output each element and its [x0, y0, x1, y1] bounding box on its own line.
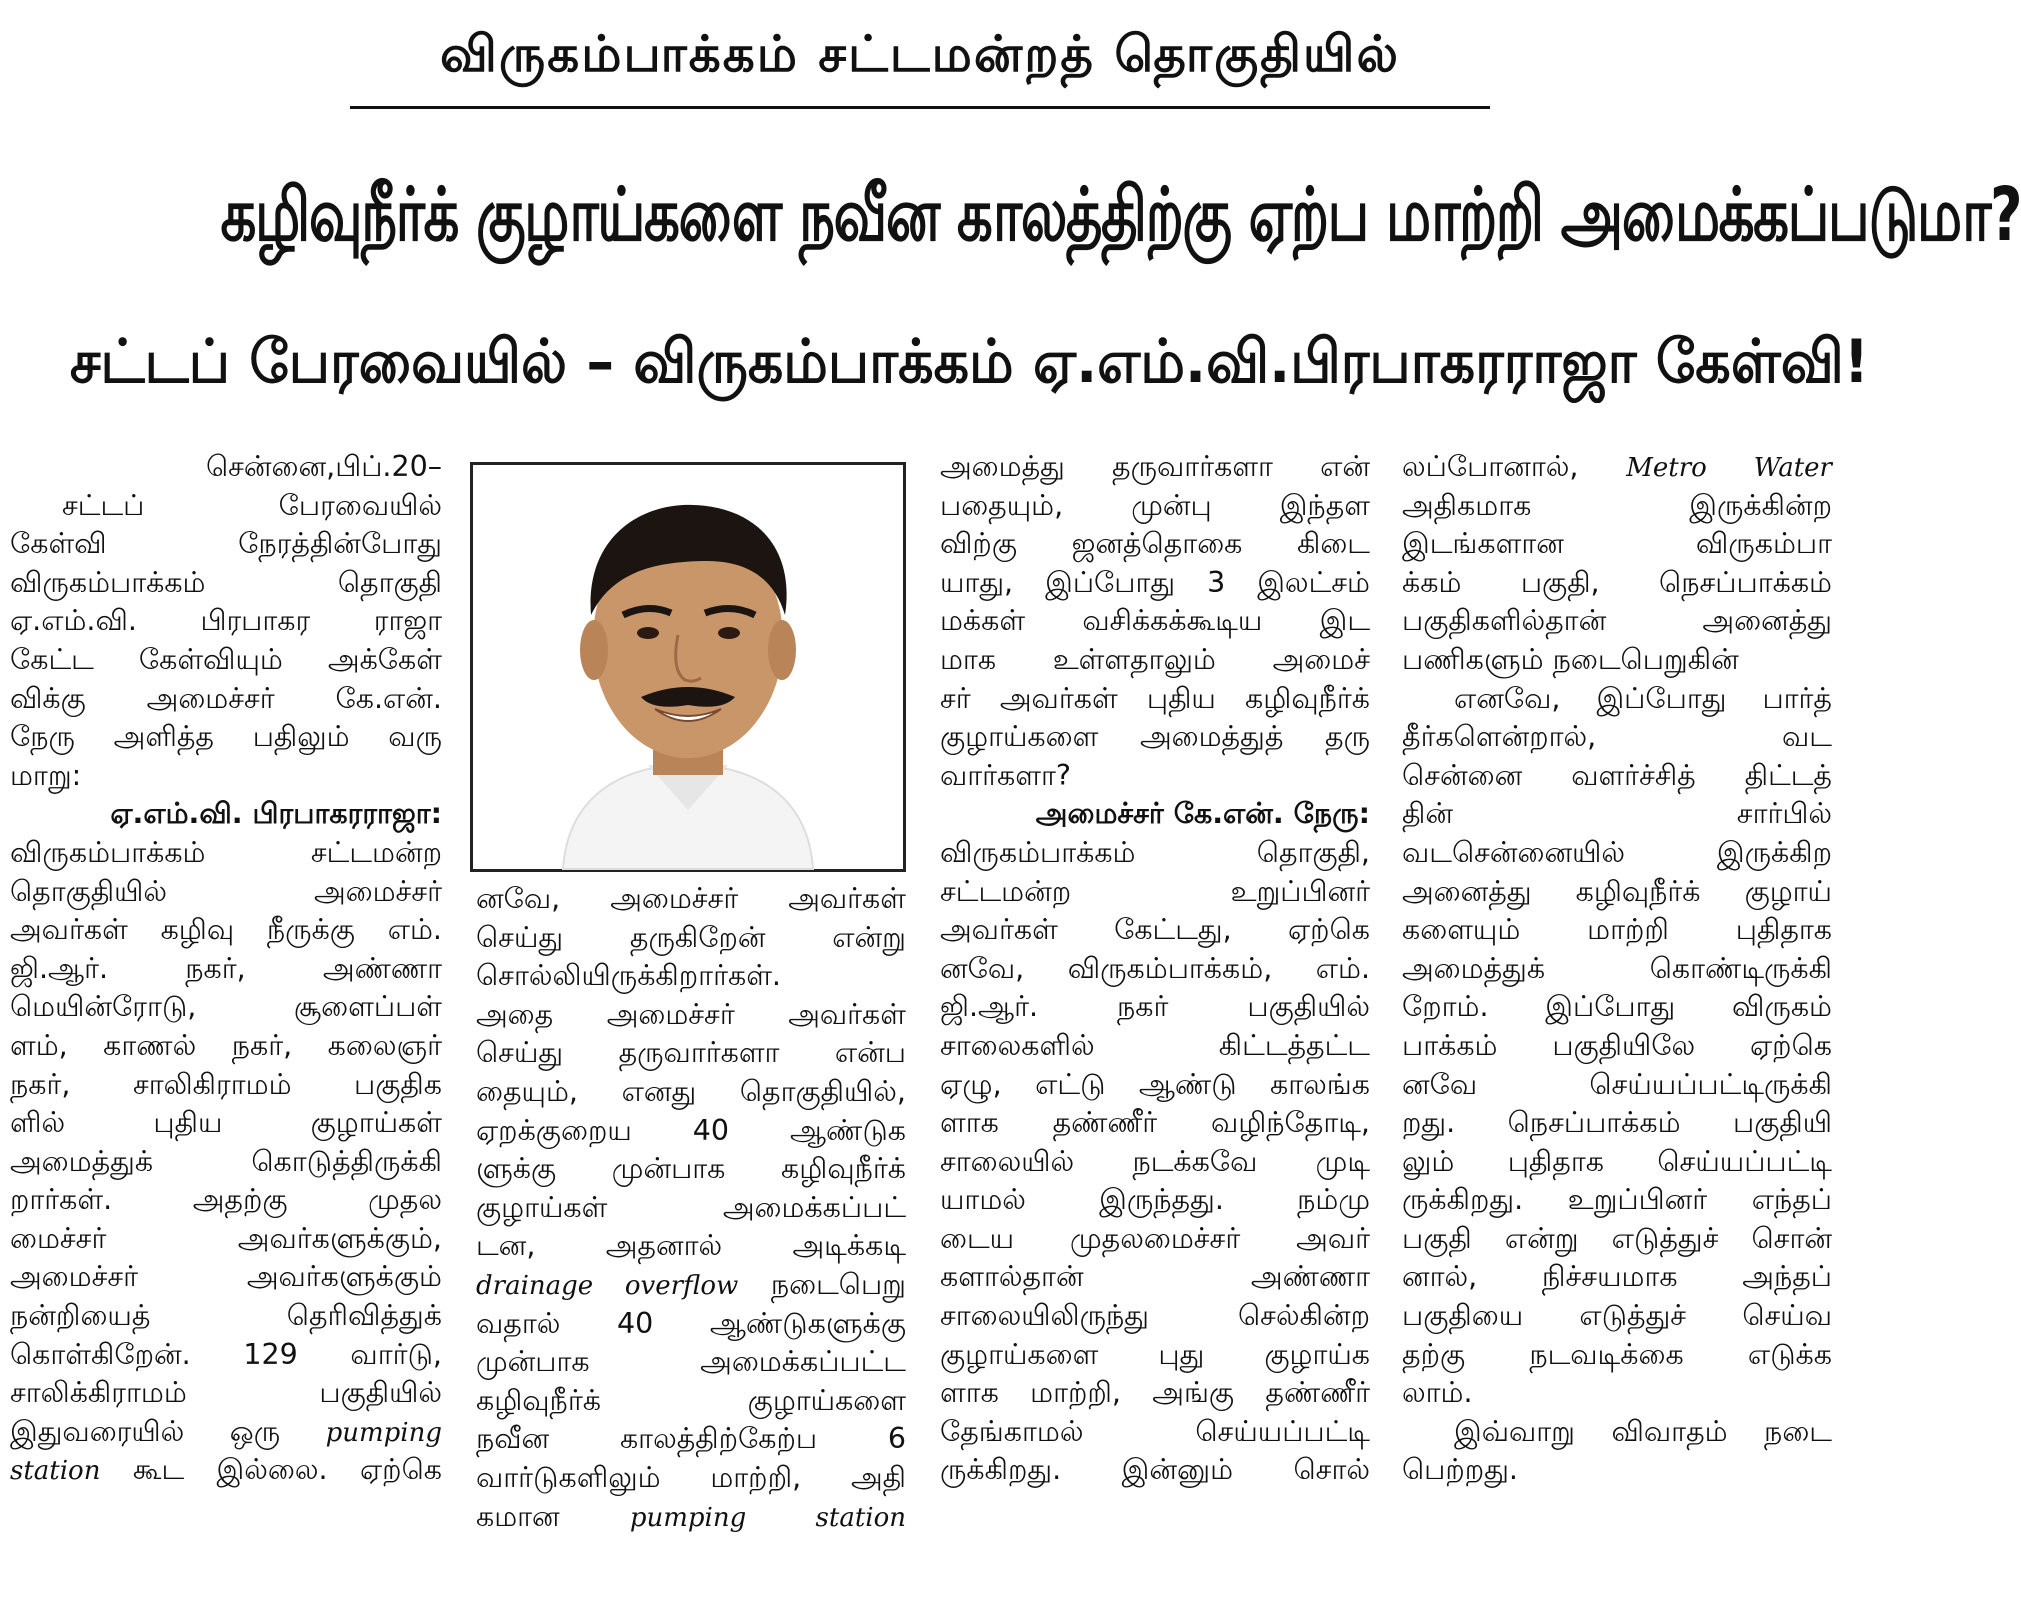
- text-line: drainage overflow நடைபெறு: [476, 1267, 906, 1301]
- text-line: றார்கள். அதற்கு முதல: [10, 1183, 442, 1217]
- text-line: செய்து தருகிறேன் என்று: [476, 920, 906, 954]
- text-line: னால், நிச்சயமாக அந்தப்: [1402, 1260, 1832, 1294]
- text-line: வடசென்னையில் இருக்கிற: [1402, 835, 1832, 869]
- text-line: பகுதி என்று எடுத்துச் சொன்: [1402, 1221, 1832, 1255]
- subheadline: சட்டப் பேரவையில் – விருகம்பாக்கம் ஏ.எம்.வி.பிரபாகரராஜா கேள்வி!: [69, 327, 1870, 397]
- text-line: களையும் மாற்றி புதிதாக: [1402, 913, 1832, 947]
- text-line: கழிவுநீர்க் குழாய்களை: [476, 1383, 906, 1417]
- headline: கழிவுநீர்க் குழாய்களை நவீன காலத்திற்கு ஏற்ப மாற்றி அமைக்கப்படுமா?: [220, 172, 2021, 258]
- text-line: அமைத்து தருவார்களா என்: [940, 450, 1370, 483]
- text-line: முன்பாக அமைக்கப்பட்ட: [476, 1345, 906, 1379]
- text-line: லப்போனால், Metro Water: [1402, 450, 1832, 483]
- portrait-photo: [470, 462, 906, 872]
- text-line: அவர்கள் கழிவு நீருக்கு எம்.: [10, 913, 442, 947]
- text-line: சர் அவர்கள் புதிய கழிவுநீர்க்: [940, 681, 1370, 715]
- text-line: விருகம்பாக்கம் தொகுதி,: [940, 835, 1370, 869]
- portrait-photo-icon: [473, 465, 903, 869]
- text-line: அதை அமைச்சர் அவர்கள்: [476, 997, 906, 1031]
- text-line: னவே செய்யப்பட்டிருக்கி: [1402, 1067, 1832, 1101]
- text-line: ஏறக்குறைய 40 ஆண்டுக: [476, 1113, 906, 1147]
- text-line: அதிகமாக இருக்கின்ற: [1402, 488, 1832, 522]
- text-line: மெயின்ரோடு, சூளைப்பள்: [10, 990, 442, 1024]
- text-line: சாலையில் நடக்கவே முடி: [940, 1144, 1370, 1178]
- text-line: தீர்களென்றால், வட: [1402, 720, 1832, 754]
- text-line: தின் சார்பில்: [1402, 797, 1832, 831]
- text-line: தொகுதியில் அமைச்சர்: [10, 874, 442, 908]
- text-line: அவர்கள் கேட்டது, ஏற்கெ: [940, 913, 1370, 947]
- text-line: டைய முதலமைச்சர் அவர்: [940, 1221, 1370, 1255]
- text-line: ளுக்கு முன்பாக கழிவுநீர்க்: [476, 1152, 906, 1186]
- text-line: ருக்கிறது. உறுப்பினர் எந்தப்: [1402, 1183, 1832, 1217]
- text-line: களால்தான் அண்ணா: [940, 1260, 1370, 1294]
- text-line: சாலையிலிருந்து செல்கின்ற: [940, 1299, 1370, 1333]
- text-line: அனைத்து கழிவுநீர்க் குழாய்: [1402, 874, 1832, 908]
- text-line: லாம்.: [1402, 1376, 1473, 1410]
- text-line: கொள்கிறேன். 129 வார்டு,: [10, 1337, 442, 1371]
- article-column-2: [476, 880, 906, 1536]
- text-line: ளில் புதிய குழாய்கள்: [10, 1106, 442, 1140]
- text-line: குழாய்கள் அமைக்கப்பட்: [476, 1190, 906, 1224]
- text-line: இதுவரையில் ஒரு pumping: [10, 1414, 442, 1448]
- text-line: station கூட இல்லை. ஏற்கெ: [10, 1453, 442, 1487]
- article-column-1: [10, 448, 442, 1490]
- text-line: அமைத்துக் கொண்டிருக்கி: [1402, 951, 1832, 985]
- text-line: விக்கு அமைச்சர் கே.என்.: [10, 681, 442, 715]
- text-line: தேங்காமல் செய்யப்பட்டி: [940, 1414, 1370, 1448]
- text-line: ஏ.எம்.வி. பிரபாகர ராஜா: [10, 604, 442, 638]
- text-line: விருகம்பாக்கம் சட்டமன்ற: [10, 835, 442, 869]
- text-line: கேட்ட கேள்வியும் அக்கேள்: [10, 642, 442, 676]
- text-line: க்கம் பகுதி, நெசப்பாக்கம்: [1402, 565, 1832, 599]
- text-line: குழாய்களை அமைத்துத் தரு: [940, 720, 1370, 754]
- text-line: சென்னை வளர்ச்சித் திட்டத்: [1402, 758, 1832, 792]
- text-line: தையும், எனது தொகுதியில்,: [476, 1074, 906, 1108]
- text-line: இடங்களான விருகம்பா: [1402, 527, 1832, 561]
- speaker-label: ஏ.எம்.வி. பிரபாகரராஜா:: [110, 797, 442, 831]
- text-line: சட்டமன்ற உறுப்பினர்: [940, 874, 1370, 908]
- text-line: பாக்கம் பகுதியிலே ஏற்கெ: [1402, 1028, 1832, 1062]
- text-line: ளம், காணல் நகர், கலைஞர்: [10, 1028, 442, 1062]
- text-line: சட்டப் பேரவையில்: [62, 488, 442, 522]
- text-line: யாது, இப்போது 3 இலட்சம்: [940, 565, 1370, 599]
- text-line: நகர், சாலிகிராமம் பகுதிக: [10, 1067, 442, 1101]
- text-line: தற்கு நடவடிக்கை எடுக்க: [1402, 1337, 1832, 1371]
- text-line: செய்து தருவார்களா என்ப: [476, 1036, 906, 1070]
- text-line: நன்றியைத் தெரிவித்துக்: [10, 1299, 442, 1333]
- text-line: ருக்கிறது. இன்னும் சொல்: [940, 1453, 1370, 1487]
- text-line: சொல்லியிருக்கிறார்கள்.: [476, 959, 781, 993]
- article-column-3: [940, 448, 1370, 1490]
- text-line: டன, அதனால் அடிக்கடி: [476, 1229, 906, 1263]
- text-line: ளாக மாற்றி, அங்கு தண்ணீர்: [940, 1376, 1370, 1410]
- text-line: மாக உள்ளதாலும் அமைச்: [940, 642, 1370, 676]
- text-line: நவீன காலத்திற்கேற்ப 6: [476, 1422, 906, 1456]
- text-line: றோம். இப்போது விருகம்: [1402, 990, 1832, 1024]
- text-line: விற்கு ஜனத்தொகை கிடை: [940, 527, 1370, 561]
- text-line: பணிகளும் நடைபெறுகின்: [1402, 642, 1739, 676]
- text-line: கேள்வி நேரத்தின்போது: [10, 527, 442, 561]
- text-line: பகுதியை எடுத்துச் செய்வ: [1402, 1299, 1832, 1333]
- text-line: லும் புதிதாக செய்யப்பட்டி: [1402, 1144, 1832, 1178]
- text-line: னவே, அமைச்சர் அவர்கள்: [476, 882, 906, 915]
- text-line: குழாய்களை புது குழாய்க: [940, 1337, 1370, 1371]
- text-line: னவே, விருகம்பாக்கம், எம்.: [940, 951, 1370, 985]
- text-line: பகுதிகளில்தான் அனைத்து: [1402, 604, 1832, 638]
- text-line: வதால் 40 ஆண்டுகளுக்கு: [476, 1306, 906, 1340]
- text-line: ஏழு, எட்டு ஆண்டு காலங்க: [940, 1067, 1370, 1101]
- text-line: பெற்றது.: [1402, 1453, 1518, 1487]
- text-line: வார்களா?: [940, 758, 1072, 792]
- text-line: நேரு அளித்த பதிலும் வரு: [10, 720, 442, 754]
- text-line: சாலிக்கிராமம் பகுதியில்: [10, 1376, 442, 1410]
- text-line: அமைச்சர் அவர்களுக்கும்: [10, 1260, 442, 1294]
- text-line: மக்கள் வசிக்கக்கூடிய இட: [940, 604, 1370, 638]
- dateline: சென்னை,பிப்.20–: [205, 450, 442, 483]
- text-line: சாலைகளில் கிட்டத்தட்ட: [940, 1028, 1370, 1062]
- text-line: கமான pumping station: [476, 1499, 906, 1533]
- article-column-4: [1402, 448, 1832, 1490]
- speaker-label: அமைச்சர் கே.என். நேரு:: [1035, 797, 1370, 831]
- text-line: விருகம்பாக்கம் தொகுதி: [10, 565, 442, 599]
- text-line: அமைத்துக் கொடுத்திருக்கி: [10, 1144, 442, 1178]
- text-line: ஜி.ஆர். நகர், அண்ணா: [10, 951, 442, 985]
- kicker-title: விருகம்பாக்கம் சட்டமன்றத் தொகுதியில்: [440, 25, 1400, 83]
- text-line: வார்டுகளிலும் மாற்றி, அதி: [476, 1460, 906, 1494]
- text-line: எனவே, இப்போது பார்த்: [1454, 681, 1832, 715]
- text-line: றது. நெசப்பாக்கம் பகுதியி: [1402, 1106, 1832, 1140]
- text-line: மைச்சர் அவர்களுக்கும்,: [10, 1221, 442, 1255]
- text-line: மாறு:: [10, 758, 82, 792]
- text-line: இவ்வாறு விவாதம் நடை: [1454, 1414, 1832, 1448]
- text-line: பதையும், முன்பு இந்தள: [940, 488, 1370, 522]
- kicker-underline: [350, 106, 1490, 109]
- text-line: ளாக தண்ணீர் வழிந்தோடி,: [940, 1106, 1370, 1140]
- text-line: ஜி.ஆர். நகர் பகுதியில்: [940, 990, 1370, 1024]
- text-line: யாமல் இருந்தது. நம்மு: [940, 1183, 1370, 1217]
